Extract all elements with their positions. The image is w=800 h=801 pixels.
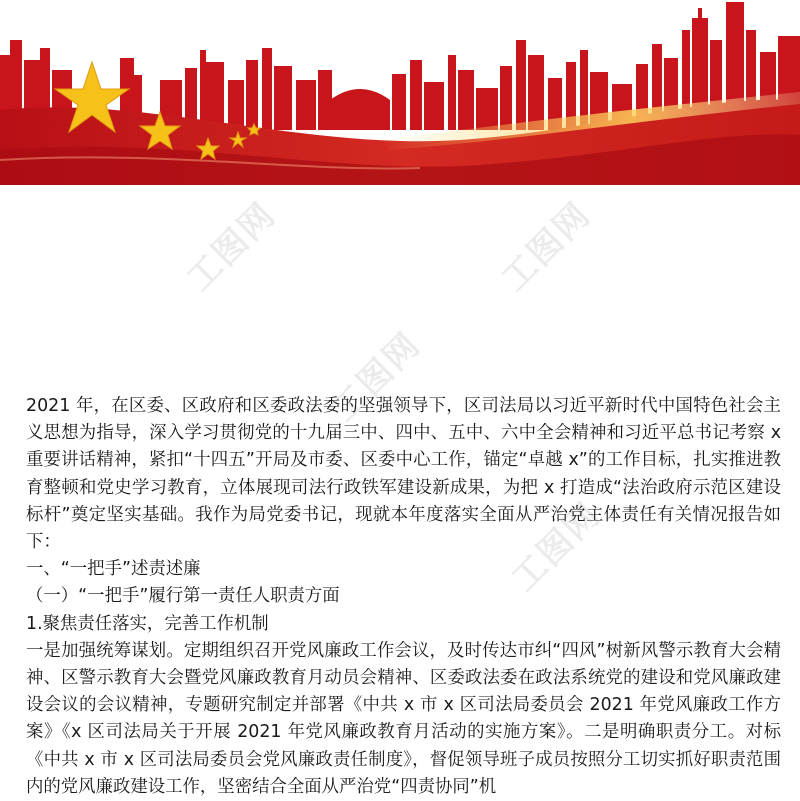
point-heading: 1.聚焦责任落实，完善工作机制 bbox=[26, 613, 269, 634]
report-body bbox=[26, 393, 781, 801]
section-heading: 一、“一把手”述责述廉 bbox=[26, 559, 201, 580]
body-paragraph: 一是加强统筹谋划。定期组织召开党风廉政工作会议，及时传达市纠“四风”树新风警示教育大会精神、区警示教育大会暨党风廉政教育月动员会精神、区委政法委在政法系统党的建设和党风廉政建设会议的会议精神，专题研究制定并部署《中共 x 市 x 区司法局委员会 2021 年党风廉政工作方案》《x 区司法局关于开展 2021 年党风廉政教育月活动的实施方案》。二是明确职责分工。对标《中共 x 市 x 区司法局委员会党风廉政责任制度》，督促领导班子成员按照分工切实抓好职责范围内的党风廉政建设工作，坚密结合全面从严治党“四责协同”机 bbox=[26, 640, 781, 797]
subsection-heading: （一）“一把手”履行第一责任人职责方面 bbox=[26, 586, 340, 607]
intro-paragraph: 2021 年，在区委、区政府和区委政法委的坚强领导下，区司法局以习近平新时代中国特色社会主义思想为指导，深入学习贯彻党的十九届三中、四中、五中、六中全会精神和习近平总书记考察 x 重要讲话精神，紧扣“十四五”开局及市委、区委中心工作，锚定“卓越 x”的工作目标，扎实推进教育整顿和党史学习教育，立体展现司法行政铁军建设新成果，为把 x 打造成“法治政府示范区建设标杆”奠定坚实基础。我作为局党委书记，现就本年度落实全面从严治党主体责任有关情况报告如下： bbox=[26, 396, 781, 553]
watermark: 工图网 bbox=[504, 494, 609, 600]
header-banner bbox=[0, 0, 800, 185]
watermark: 工图网 bbox=[494, 194, 599, 300]
city-skyline-banner bbox=[0, 0, 800, 185]
watermark: 工图网 bbox=[179, 194, 284, 300]
watermark: 工图网 bbox=[324, 324, 429, 430]
